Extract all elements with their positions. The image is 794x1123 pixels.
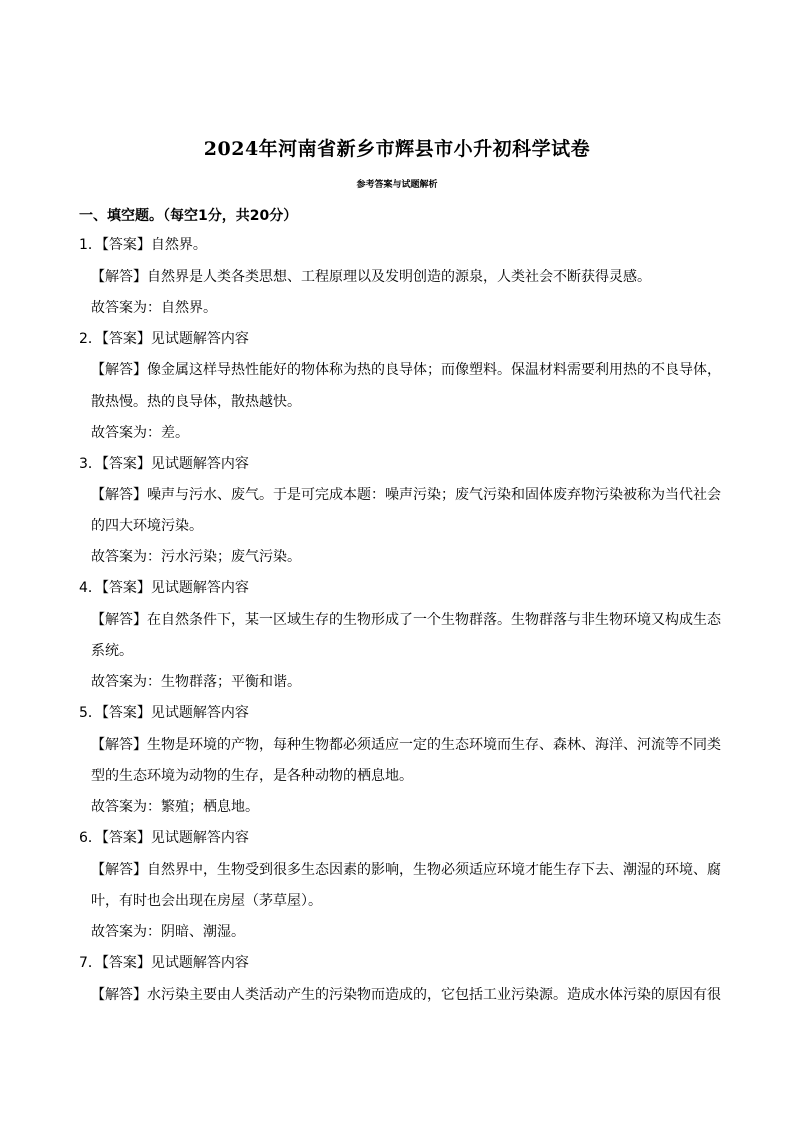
analysis-text: 噪声与污水、废气。于是可完成本题：噪声污染；废气污染和固体废弃物污染被称为当代社会: [147, 487, 721, 503]
item-number: 1．: [79, 237, 102, 253]
analysis-line: [91, 611, 721, 629]
answer-line: [79, 330, 249, 348]
final-answer: 故答案为：差。: [91, 425, 189, 441]
answer-line: [79, 455, 249, 473]
answer-text: 见试题解答内容: [150, 331, 249, 347]
answer-line: [79, 829, 249, 847]
analysis-tag: 【解答】: [91, 612, 147, 628]
final-answer: 故答案为：自然界。: [91, 300, 217, 316]
analysis-text: 像金属这样导热性能好的物体称为热的良导体；而像塑料。保温材料需要利用热的不良导体，: [147, 362, 721, 378]
analysis-line: [91, 268, 651, 286]
analysis-text: 生物是环境的产物，每种生物都必须适应一定的生态环境而生存、森林、海洋、河流等不同类: [147, 737, 721, 753]
analysis-tag: 【解答】: [91, 737, 147, 753]
answer-line: [79, 579, 249, 597]
answer-tag: 【答案】: [101, 705, 151, 721]
answer-text: 见试题解答内容: [150, 955, 249, 971]
analysis-tag: 【解答】: [91, 987, 147, 1003]
final-answer: 故答案为：污水污染；废气污染。: [91, 549, 301, 565]
analysis-continuation: 的四大环境污染。: [91, 518, 203, 534]
item-number: 5．: [79, 705, 102, 721]
analysis-text: 自然界是人类各类思想、工程原理以及发明创造的源泉，人类社会不断获得灵感。: [147, 269, 651, 285]
answer-tag: 【答案】: [101, 830, 151, 846]
page-subtitle: 参考答案与试题解析: [356, 180, 438, 190]
analysis-line: [91, 736, 721, 754]
answer-text: 见试题解答内容: [150, 456, 249, 472]
analysis-line: [91, 361, 721, 379]
analysis-line: [91, 486, 721, 504]
analysis-tag: 【解答】: [91, 362, 147, 378]
answer-tag: 【答案】: [101, 331, 151, 347]
answer-tag: 【答案】: [101, 955, 151, 971]
section-heading: 一、填空题。（每空1分，共20分）: [79, 208, 298, 224]
analysis-line: [91, 861, 721, 879]
analysis-text: 自然界中，生物受到很多生态因素的影响，生物必须适应环境才能生存下去、潮湿的环境、腐: [147, 862, 721, 878]
analysis-continuation: 型的生态环境为动物的生存，是各种动物的栖息地。: [91, 768, 413, 784]
final-answer: 故答案为：生物群落；平衡和谐。: [91, 674, 301, 690]
answer-tag: 【答案】: [101, 580, 151, 596]
answer-text: 见试题解答内容: [150, 580, 249, 596]
answer-line: [79, 236, 207, 254]
analysis-text: 水污染主要由人类活动产生的污染物而造成的，它包括工业污染源。造成水体污染的原因有很: [147, 987, 721, 1003]
item-number: 3．: [79, 456, 102, 472]
item-number: 6．: [79, 830, 102, 846]
answer-text: 见试题解答内容: [150, 830, 249, 846]
analysis-continuation: 叶，有时也会出现在房屋（茅草屋）。: [91, 893, 322, 909]
answer-line: [79, 704, 249, 722]
answer-text: 见试题解答内容: [150, 705, 249, 721]
answer-line: [79, 954, 249, 972]
answer-text: 自然界。: [150, 237, 207, 253]
item-number: 4．: [79, 580, 102, 596]
item-number: 7．: [79, 955, 102, 971]
analysis-tag: 【解答】: [91, 862, 147, 878]
final-answer: 故答案为：阴暗、潮湿。: [91, 924, 245, 940]
item-number: 2．: [79, 331, 102, 347]
final-answer: 故答案为：繁殖；栖息地。: [91, 799, 259, 815]
page-title: 2024年河南省新乡市辉县市小升初科学试卷: [203, 138, 591, 160]
answer-tag: 【答案】: [101, 237, 151, 253]
analysis-tag: 【解答】: [91, 269, 147, 285]
answer-tag: 【答案】: [101, 456, 151, 472]
analysis-tag: 【解答】: [91, 487, 147, 503]
analysis-line: [91, 986, 721, 1004]
analysis-text: 在自然条件下，某一区域生存的生物形成了一个生物群落。生物群落与非生物环境又构成生态: [147, 612, 721, 628]
analysis-continuation: 系统。: [91, 643, 133, 659]
analysis-continuation: 散热慢。热的良导体，散热越快。: [91, 394, 301, 410]
